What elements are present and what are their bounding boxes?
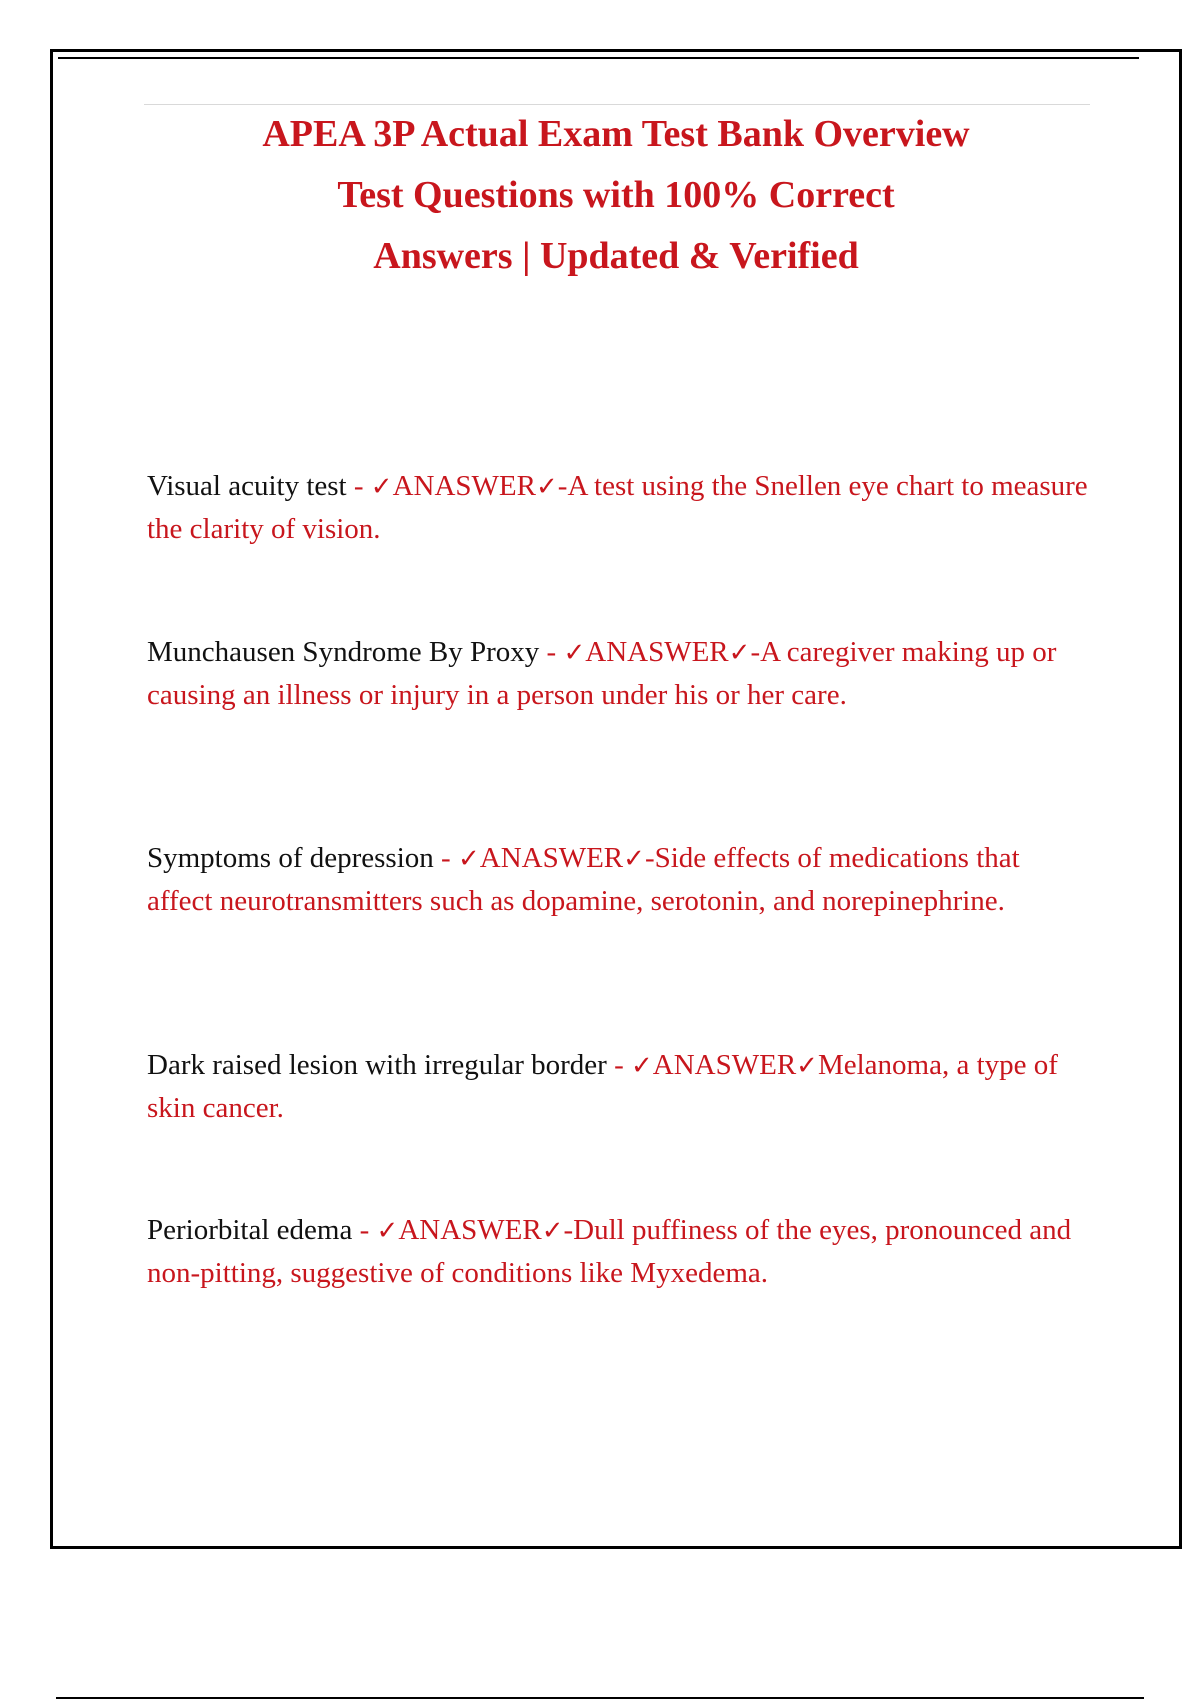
top-rule xyxy=(58,57,1139,59)
answer-label: ANASWER xyxy=(392,470,536,502)
question-text: Symptoms of depression xyxy=(147,842,434,874)
check-mark-icon: ✓ xyxy=(623,844,645,874)
answer-label: ANASWER xyxy=(398,1214,542,1246)
qa-item-melanoma xyxy=(147,1044,1089,1129)
answer-text: Dull puffiness of the eyes, pronounced and non-pitting, suggestive of conditions like Myxedema. xyxy=(147,1214,1072,1289)
check-mark-icon: ✓ xyxy=(535,472,558,502)
answer-dash: - xyxy=(563,1214,574,1246)
check-mark-icon: ✓ xyxy=(728,638,751,668)
answer-text: Melanoma, a type of skin cancer. xyxy=(147,1049,1058,1124)
check-mark-icon: ✓ xyxy=(630,1051,653,1081)
answer-label: ANASWER xyxy=(479,842,624,874)
check-mark-icon: ✓ xyxy=(376,1216,399,1246)
qa-item-periorbital-edema xyxy=(147,1209,1089,1294)
answer-text: A caregiver making up or causing an illness or injury in a person under his or her care. xyxy=(147,636,1057,711)
page-frame xyxy=(50,49,1182,1549)
qa-item-munchausen xyxy=(147,631,1089,716)
check-mark-icon: ✓ xyxy=(541,1216,564,1246)
question-text: Dark raised lesion with irregular border xyxy=(147,1049,607,1081)
check-mark-icon: ✓ xyxy=(370,472,393,502)
question-separator: - xyxy=(346,470,371,502)
answer-label: ANASWER xyxy=(652,1049,797,1081)
answer-dash: - xyxy=(644,842,655,874)
qa-item-depression xyxy=(147,837,1089,922)
answer-dash: - xyxy=(750,636,761,668)
answer-dash: - xyxy=(557,470,568,502)
answer-label: ANASWER xyxy=(585,636,729,668)
question-text: Visual acuity test xyxy=(147,470,347,502)
title-line-1: APEA 3P Actual Exam Test Bank Overview xyxy=(262,113,970,155)
question-text: Munchausen Syndrome By Proxy xyxy=(147,636,540,668)
document-title xyxy=(143,104,1089,287)
question-separator: - xyxy=(606,1049,631,1081)
question-separator: - xyxy=(539,636,564,668)
answer-text: Side effects of medications that affect neurotransmitters such as dopamine, serotonin, and norepinephrine. xyxy=(147,842,1020,917)
check-mark-icon: ✓ xyxy=(563,638,586,668)
question-separator: - xyxy=(433,842,458,874)
question-text: Periorbital edema xyxy=(147,1214,353,1246)
answer-text: A test using the Snellen eye chart to measure the clarity of vision. xyxy=(147,470,1088,545)
check-mark-icon: ✓ xyxy=(796,1051,818,1081)
title-line-2: Test Questions with 100% Correct xyxy=(337,174,895,216)
title-line-3: Answers | Updated & Verified xyxy=(373,235,859,277)
question-separator: - xyxy=(352,1214,377,1246)
check-mark-icon: ✓ xyxy=(457,844,480,874)
qa-item-visual-acuity xyxy=(147,465,1089,550)
bottom-rule xyxy=(56,1697,1144,1699)
